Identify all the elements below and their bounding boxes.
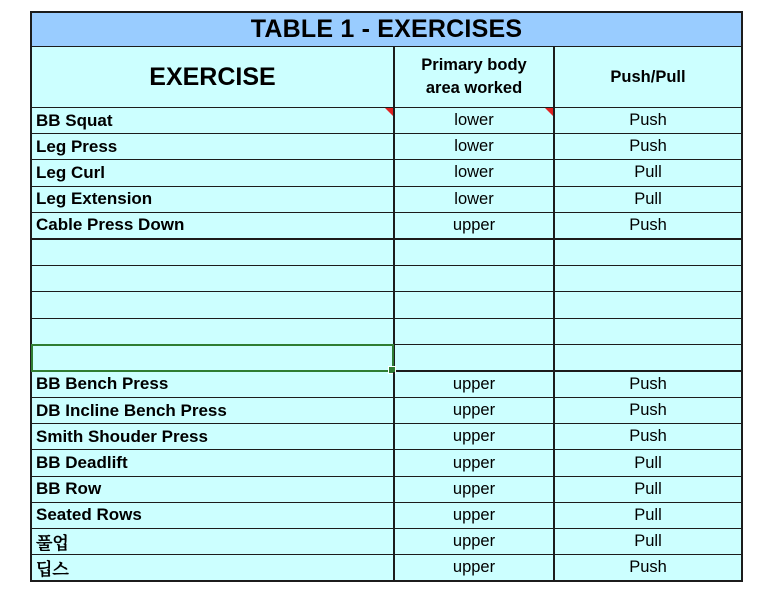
exercise-cell-text: Leg Curl bbox=[36, 162, 105, 182]
push-pull-cell[interactable] bbox=[555, 450, 741, 475]
exercise-cell[interactable] bbox=[32, 450, 395, 475]
exercise-cell[interactable] bbox=[32, 372, 395, 397]
push-pull-cell[interactable] bbox=[555, 187, 741, 212]
header-push-pull[interactable] bbox=[555, 47, 741, 107]
table-row bbox=[32, 345, 741, 372]
table-row bbox=[32, 187, 741, 213]
exercise-cell[interactable] bbox=[32, 424, 395, 449]
table-row bbox=[32, 424, 741, 450]
exercise-cell[interactable] bbox=[32, 213, 395, 238]
exercise-cell-text: Leg Extension bbox=[36, 189, 153, 209]
table-row bbox=[32, 555, 741, 582]
exercise-cell[interactable] bbox=[32, 477, 395, 502]
push-pull-cell[interactable] bbox=[555, 292, 741, 317]
push-pull-cell-text: Push bbox=[629, 137, 667, 156]
body-area-cell-text: upper bbox=[452, 479, 496, 498]
exercise-cell-text: Cable Press Down bbox=[36, 215, 185, 235]
header-row bbox=[32, 47, 741, 108]
body-area-cell-text: upper bbox=[452, 215, 496, 234]
exercise-cell-text: Seated Rows bbox=[36, 505, 142, 525]
body-area-cell[interactable] bbox=[395, 529, 555, 554]
exercise-cell[interactable] bbox=[32, 529, 395, 554]
exercise-cell-text: BB Squat bbox=[36, 110, 113, 130]
push-pull-cell[interactable] bbox=[555, 503, 741, 528]
table-row bbox=[32, 213, 741, 240]
exercise-cell[interactable] bbox=[32, 108, 395, 133]
exercise-cell[interactable] bbox=[32, 266, 395, 291]
exercise-cell[interactable] bbox=[32, 134, 395, 159]
push-pull-cell-text: Pull bbox=[634, 505, 662, 524]
push-pull-cell[interactable] bbox=[555, 266, 741, 291]
push-pull-cell-text: Push bbox=[629, 401, 667, 420]
push-pull-cell-text: Push bbox=[629, 215, 667, 234]
table-row bbox=[32, 108, 741, 134]
exercise-cell-text: Leg Press bbox=[36, 136, 118, 156]
body-area-cell-text: upper bbox=[452, 532, 496, 551]
push-pull-cell[interactable] bbox=[555, 319, 741, 344]
push-pull-cell-text: Push bbox=[629, 374, 667, 393]
header-push-pull-text: Push/Pull bbox=[610, 67, 686, 86]
table-row bbox=[32, 477, 741, 503]
table-row bbox=[32, 160, 741, 186]
push-pull-cell-text: Pull bbox=[634, 532, 662, 551]
push-pull-cell[interactable] bbox=[555, 108, 741, 133]
body-area-cell[interactable] bbox=[395, 555, 555, 580]
push-pull-cell[interactable] bbox=[555, 424, 741, 449]
body-area-cell[interactable] bbox=[395, 266, 555, 291]
exercise-table bbox=[30, 11, 743, 582]
table-row bbox=[32, 450, 741, 476]
body-area-cell[interactable] bbox=[395, 187, 555, 212]
body-area-cell[interactable] bbox=[395, 134, 555, 159]
header-primary-text: Primary body area worked bbox=[421, 56, 527, 97]
table-row bbox=[32, 134, 741, 160]
table-row bbox=[32, 398, 741, 424]
exercise-cell-text: BB Row bbox=[36, 479, 102, 499]
body-area-cell-text: upper bbox=[452, 427, 496, 446]
body-area-cell-text: lower bbox=[454, 137, 494, 156]
comment-indicator-icon[interactable] bbox=[385, 108, 393, 116]
table-row bbox=[32, 503, 741, 529]
body-area-cell[interactable] bbox=[395, 477, 555, 502]
table-title[interactable] bbox=[32, 13, 741, 47]
body-area-cell-text: upper bbox=[452, 505, 496, 524]
table-row bbox=[32, 529, 741, 555]
exercise-cell[interactable] bbox=[32, 345, 395, 370]
body-area-cell[interactable] bbox=[395, 240, 555, 265]
body-area-cell[interactable] bbox=[395, 345, 555, 370]
exercise-cell-text: Smith Shouder Press bbox=[36, 426, 208, 446]
exercise-cell[interactable] bbox=[32, 240, 395, 265]
push-pull-cell-text: Pull bbox=[634, 453, 662, 472]
push-pull-cell[interactable] bbox=[555, 372, 741, 397]
table-row bbox=[32, 240, 741, 266]
body-area-cell[interactable] bbox=[395, 398, 555, 423]
table-row bbox=[32, 266, 741, 292]
push-pull-cell-text: Pull bbox=[634, 163, 662, 182]
cell-selection-box bbox=[31, 344, 394, 372]
body-area-cell[interactable] bbox=[395, 319, 555, 344]
body-area-cell[interactable] bbox=[395, 372, 555, 397]
push-pull-cell[interactable] bbox=[555, 529, 741, 554]
push-pull-cell[interactable] bbox=[555, 398, 741, 423]
push-pull-cell[interactable] bbox=[555, 555, 741, 580]
body-area-cell-text: upper bbox=[452, 558, 496, 577]
table-title-text: TABLE 1 - EXERCISES bbox=[250, 15, 523, 43]
push-pull-cell[interactable] bbox=[555, 134, 741, 159]
push-pull-cell[interactable] bbox=[555, 213, 741, 238]
body-area-cell-text: lower bbox=[454, 111, 494, 130]
body-area-cell[interactable] bbox=[395, 450, 555, 475]
exercise-cell[interactable] bbox=[32, 319, 395, 344]
push-pull-cell[interactable] bbox=[555, 345, 741, 370]
body-area-cell[interactable] bbox=[395, 160, 555, 185]
exercise-cell-text: BB Deadlift bbox=[36, 453, 128, 473]
exercise-cell[interactable] bbox=[32, 292, 395, 317]
body-area-cell-text: upper bbox=[452, 453, 496, 472]
header-primary-body-area[interactable] bbox=[395, 47, 555, 107]
push-pull-cell-text: Pull bbox=[634, 189, 662, 208]
body-area-cell[interactable] bbox=[395, 503, 555, 528]
body-area-cell-text: upper bbox=[452, 374, 496, 393]
push-pull-cell[interactable] bbox=[555, 240, 741, 265]
push-pull-cell-text: Push bbox=[629, 558, 667, 577]
body-area-cell[interactable] bbox=[395, 424, 555, 449]
table-row bbox=[32, 372, 741, 398]
body-area-cell[interactable] bbox=[395, 292, 555, 317]
body-area-cell[interactable] bbox=[395, 213, 555, 238]
comment-indicator-icon[interactable] bbox=[545, 108, 553, 116]
exercise-cell[interactable] bbox=[32, 398, 395, 423]
push-pull-cell-text: Push bbox=[629, 111, 667, 130]
table-row bbox=[32, 319, 741, 345]
body-area-cell-text: lower bbox=[454, 189, 494, 208]
body-area-cell[interactable] bbox=[395, 108, 555, 133]
push-pull-cell-text: Push bbox=[629, 427, 667, 446]
exercise-cell[interactable] bbox=[32, 555, 395, 580]
body-area-cell-text: upper bbox=[452, 401, 496, 420]
exercise-cell[interactable] bbox=[32, 160, 395, 185]
push-pull-cell[interactable] bbox=[555, 160, 741, 185]
body-area-cell-text: lower bbox=[454, 163, 494, 182]
header-exercise[interactable] bbox=[32, 47, 395, 107]
exercise-cell-text: 풀업 bbox=[36, 534, 69, 555]
header-exercise-text: EXERCISE bbox=[149, 62, 276, 91]
push-pull-cell-text: Pull bbox=[634, 479, 662, 498]
exercise-cell[interactable] bbox=[32, 187, 395, 212]
exercise-cell-text: 딥스 bbox=[36, 560, 69, 581]
exercise-cell-text: DB Incline Bench Press bbox=[36, 400, 227, 420]
exercise-cell-text: BB Bench Press bbox=[36, 374, 169, 394]
exercise-cell[interactable] bbox=[32, 503, 395, 528]
push-pull-cell[interactable] bbox=[555, 477, 741, 502]
table-row bbox=[32, 292, 741, 318]
table-body bbox=[32, 108, 741, 582]
